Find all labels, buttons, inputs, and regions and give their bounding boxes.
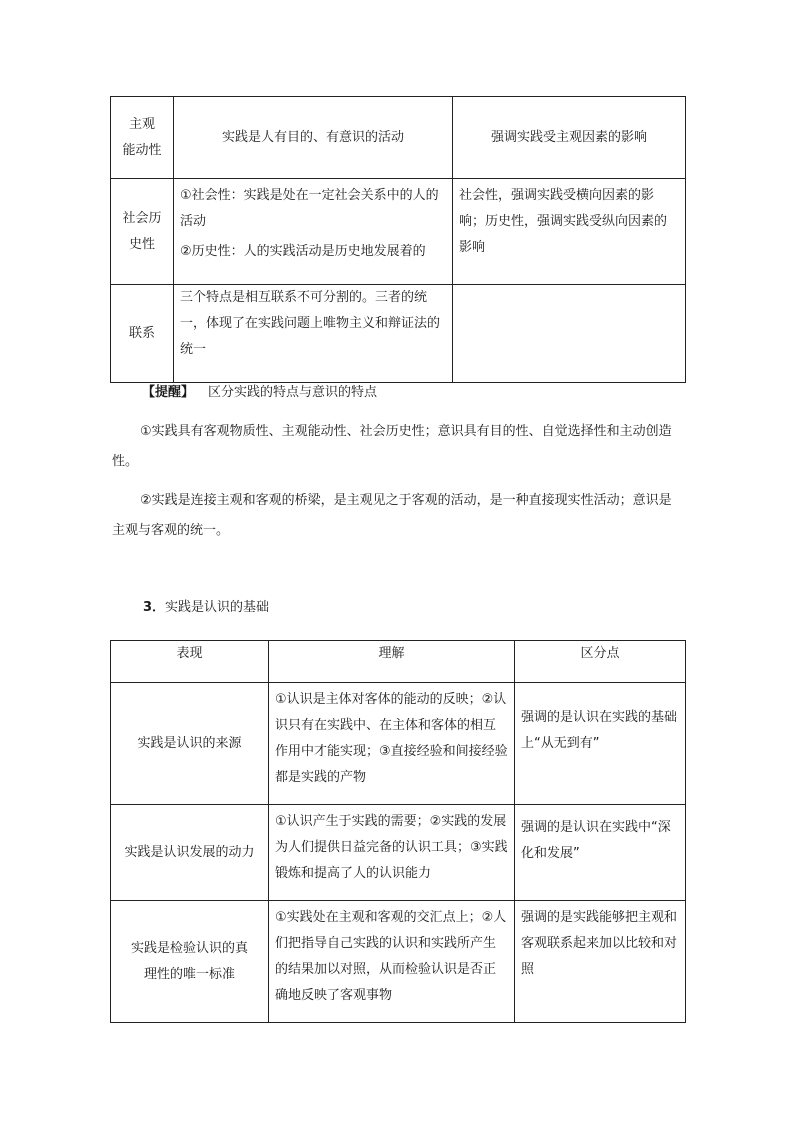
section-title: 实践是认识的基础 — [165, 600, 270, 615]
cell-understanding: ①认识是主体对客体的能动的反映；②认识只有在实践中、在主体和客体的相互作用中才能实现；③直接经验和间接经验都是实践的产物 — [269, 683, 515, 805]
cell-description — [174, 179, 453, 285]
tip-label: 【提醒】 — [142, 385, 195, 400]
table-row — [111, 179, 686, 285]
cell-description: 三个特点是相互联系不可分割的。三者的统一，体现了在实践问题上唯物主义和辩证法的统一 — [174, 285, 453, 383]
section-number: 3． — [143, 600, 166, 615]
table-row — [111, 97, 686, 179]
cell-distinction: 强调的是实践能够把主观和客观联系起来加以比较和对照 — [515, 901, 686, 1023]
cell-empty — [453, 285, 686, 383]
row-label-connection: 联系 — [111, 285, 174, 383]
section-heading — [143, 596, 269, 615]
row-label-criterion: 实践是检验认识的真理性的唯一标准 — [111, 901, 269, 1023]
cell-distinction: 强调的是认识在实践的基础上“从无到有” — [515, 683, 686, 805]
cell-distinction: 强调的是认识在实践中“深化和发展” — [515, 805, 686, 901]
table-header-row — [111, 641, 686, 683]
tip-point-1: ①实践具有客观物质性、主观能动性、社会历史性；意识具有目的性、自觉选择性和主动创造性。 — [112, 424, 672, 469]
tip-title: 区分实践的特点与意识的特点 — [208, 385, 378, 400]
social-point: ①社会性：实践是处在一定社会关系中的人的活动 — [180, 188, 439, 229]
header-distinction: 区分点 — [515, 641, 686, 683]
cell-understanding: ①实践处在主观和客观的交汇点上；②人们把指导自己实践的认识和实践所产生的结果加以对照，从而检验认识是否正确地反映了客观事物 — [269, 901, 515, 1023]
tip-heading — [142, 378, 712, 408]
cell-emphasis: 社会性，强调实践受横向因素的影响；历史性，强调实践受纵向因素的影响 — [453, 179, 686, 285]
practice-foundation-table — [110, 640, 686, 1023]
table-row — [111, 901, 686, 1023]
row-label-source: 实践是认识的来源 — [111, 683, 269, 805]
row-label-social-historical: 社会历 史性 — [111, 179, 174, 285]
header-manifestation: 表现 — [111, 641, 269, 683]
practice-features-table — [110, 96, 686, 383]
table-row — [111, 683, 686, 805]
cell-description: 实践是人有目的、有意识的活动 — [174, 97, 453, 179]
cell-emphasis: 强调实践受主观因素的影响 — [453, 97, 686, 179]
historical-point: ②历史性：人的实践活动是历史地发展着的 — [180, 244, 426, 259]
row-label-subjective: 主观 能动性 — [111, 97, 174, 179]
header-understanding: 理解 — [269, 641, 515, 683]
row-label-driver: 实践是认识发展的动力 — [111, 805, 269, 901]
table-row — [111, 285, 686, 383]
table-row — [111, 805, 686, 901]
tip-point-2: ②实践是连接主观和客观的桥梁，是主观见之于客观的活动，是一种直接现实性活动；意识是主观与客观的统一。 — [112, 493, 672, 538]
cell-understanding: ①认识产生于实践的需要；②实践的发展为人们提供日益完备的认识工具；③实践锻炼和提高了人的认识能力 — [269, 805, 515, 901]
